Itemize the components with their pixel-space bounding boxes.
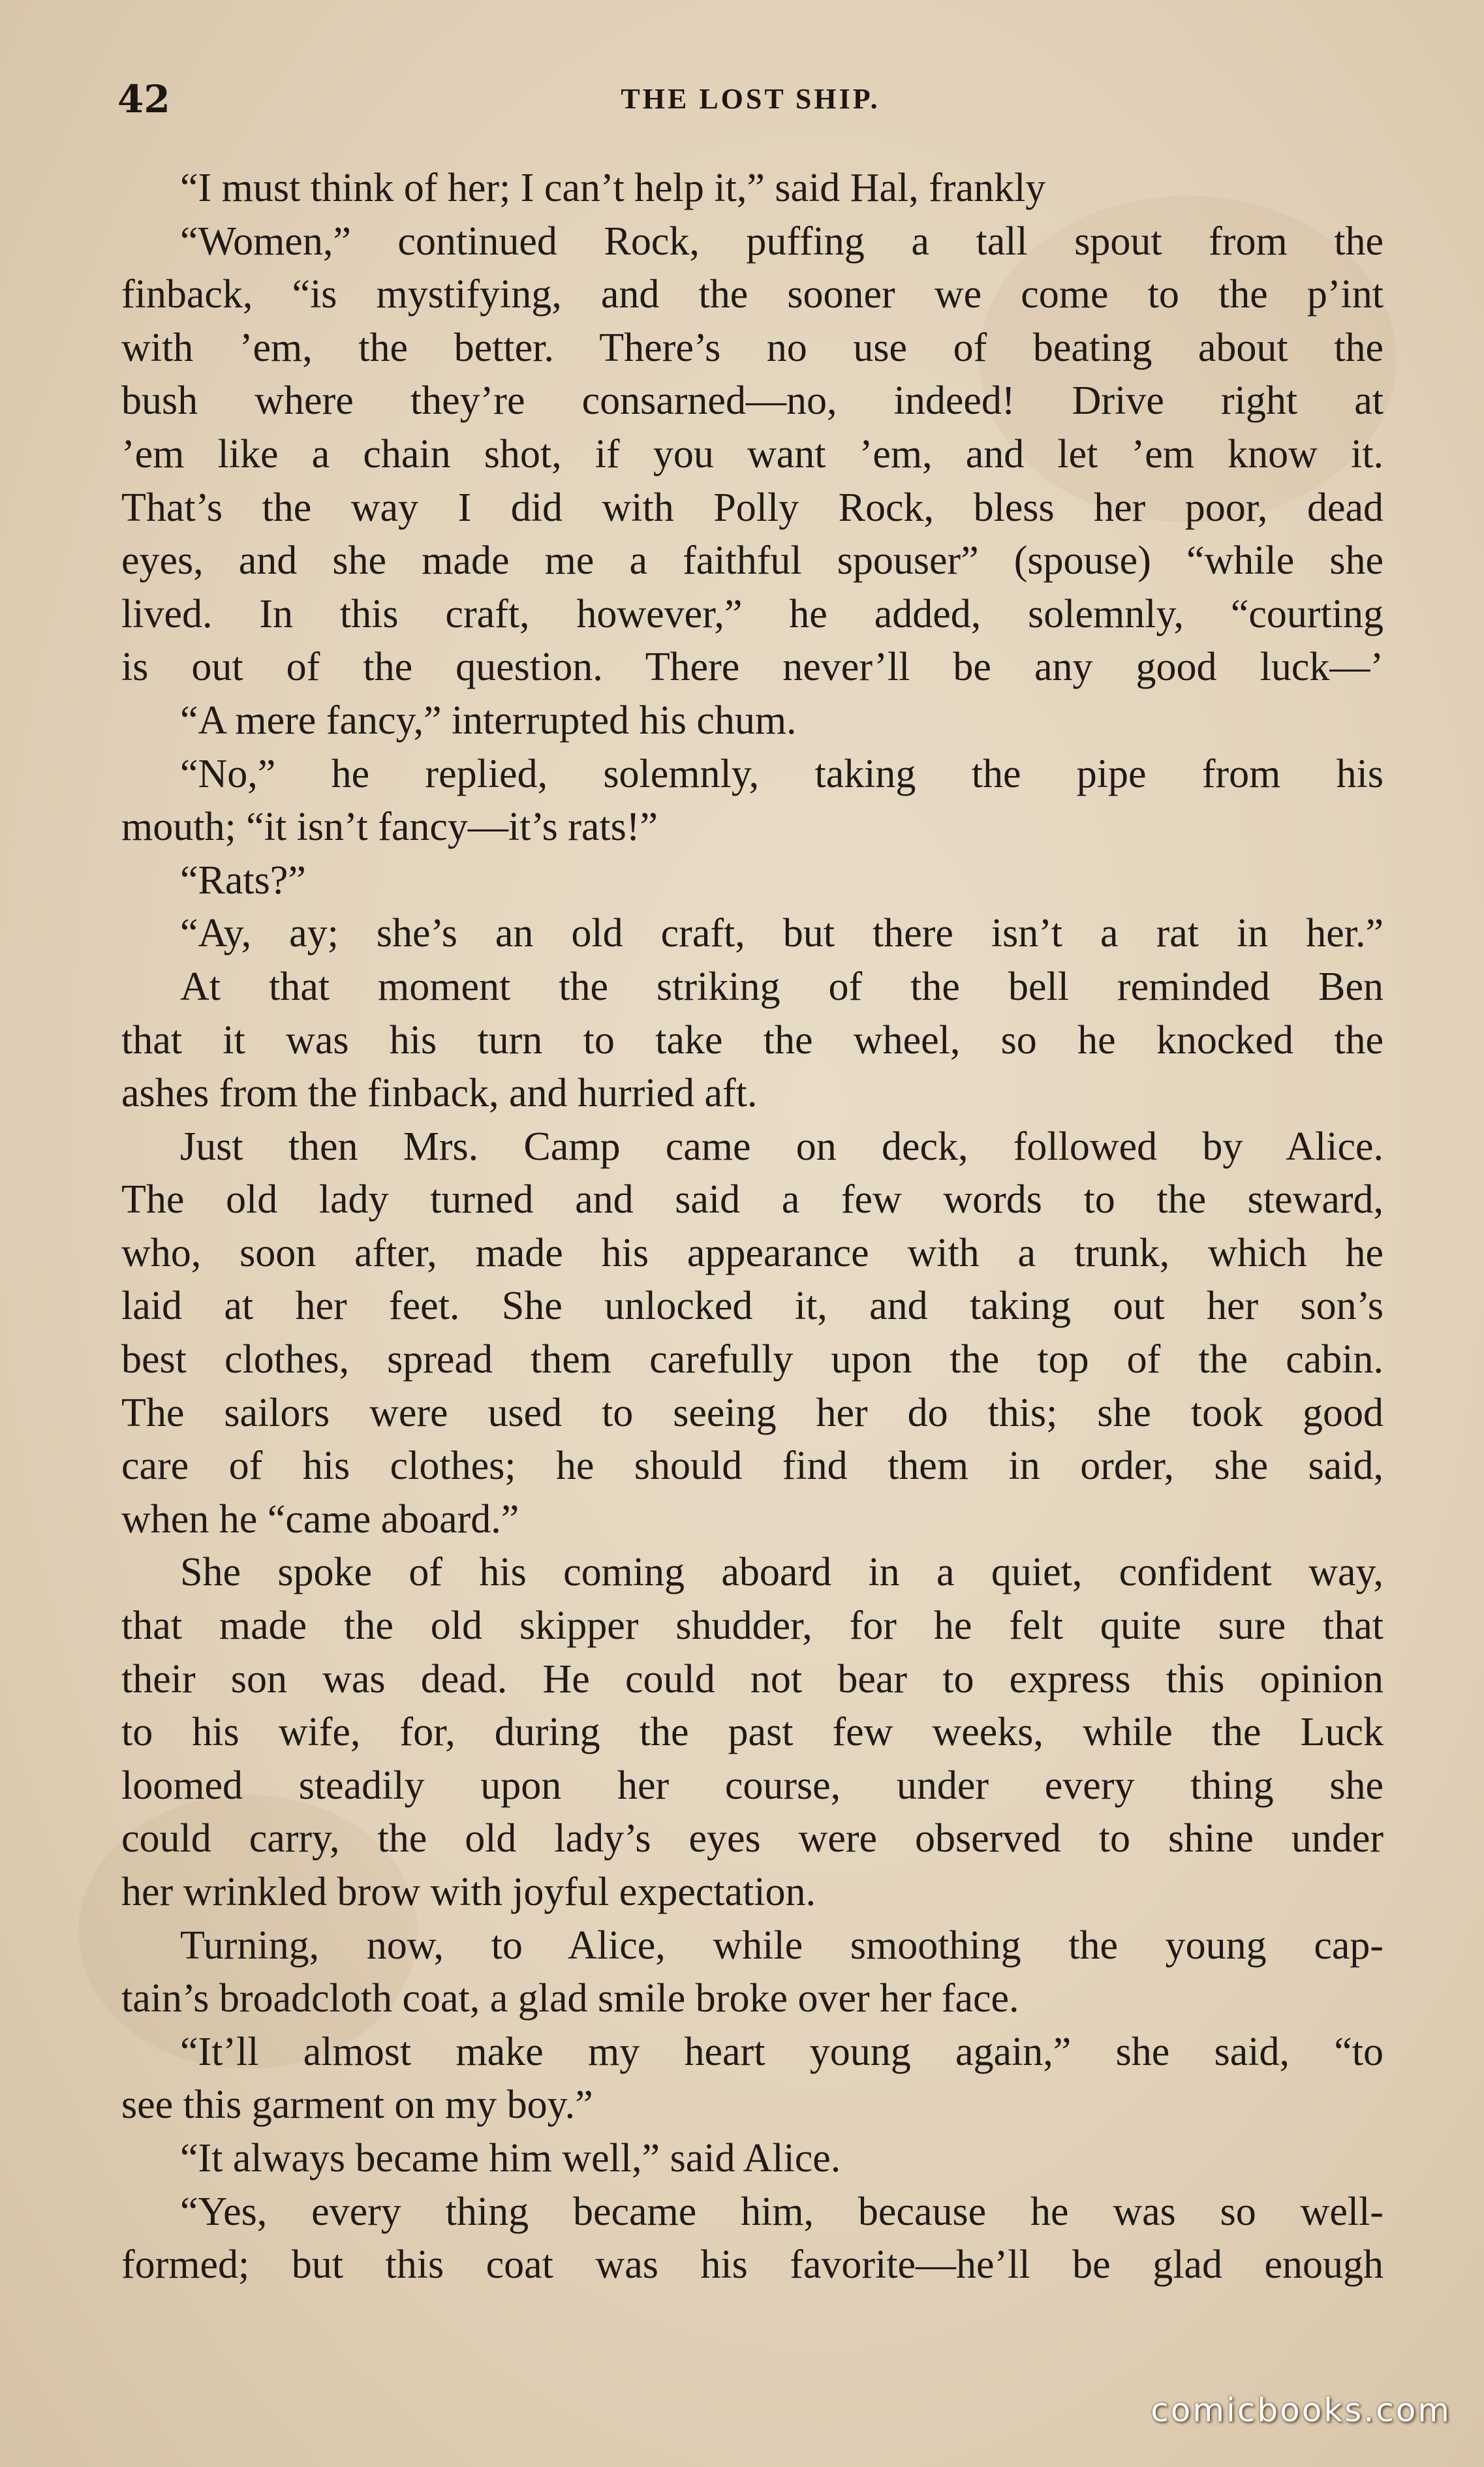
text-line: when he “came aboard.” xyxy=(121,1497,519,1542)
text-line: that it was his turn to take the wheel, so he knocked the xyxy=(121,1017,1384,1063)
text-line: lived. In this craft, however,” he added, solemnly, “courting xyxy=(121,591,1384,636)
text-line: ashes from the finback, and hurried aft. xyxy=(121,1071,758,1116)
text-line: “Ay, ay; she’s an old craft, but there isn’t a rat in her.” xyxy=(180,911,1384,956)
text-line: Turning, now, to Alice, while smoothing the young cap- xyxy=(180,1923,1384,1968)
text-line: formed; but this coat was his favorite—he’ll be glad enough xyxy=(121,2242,1384,2288)
text-line: “It always became him well,” said Alice. xyxy=(180,2135,841,2180)
text-line: The sailors were used to seeing her do this; she took good xyxy=(121,1390,1384,1435)
body-text xyxy=(121,162,1384,2292)
text-line: At that moment the striking of the bell reminded Ben xyxy=(180,964,1384,1009)
text-line: bush where they’re consarned—no, indeed! Drive right at xyxy=(121,379,1384,424)
page-number: 42 xyxy=(117,77,170,121)
text-line: loomed steadily upon her course, under every thing she xyxy=(121,1763,1384,1808)
text-line: finback, “is mystifying, and the sooner we come to the p’int xyxy=(121,272,1384,317)
text-line: care of his clothes; he should find them in order, she said, xyxy=(121,1444,1384,1489)
text-line: best clothes, spread them carefully upon the top of the cabin. xyxy=(121,1337,1384,1382)
text-line: could carry, the old lady’s eyes were observed to shine under xyxy=(121,1816,1384,1861)
text-line: eyes, and she made me a faithful spouser” (spouse) “while she xyxy=(121,538,1384,583)
running-title: THE LOST SHIP. xyxy=(621,83,880,115)
text-line: “A mere fancy,” interrupted his chum. xyxy=(180,698,797,743)
text-line: laid at her feet. She unlocked it, and taking out her son’s xyxy=(121,1284,1384,1329)
text-line: is out of the question. There never’ll be any good luck—’ xyxy=(121,645,1384,690)
text-line: The old lady turned and said a few words to the steward, xyxy=(121,1177,1384,1222)
text-line: see this garment on my boy.” xyxy=(121,2083,593,2128)
text-line: “I must think of her; I can’t help it,” said Hal, frankly xyxy=(180,166,1046,210)
text-line: That’s the way I did with Polly Rock, bless her poor, dead xyxy=(121,485,1384,530)
text-line: who, soon after, made his appearance with a trunk, which he xyxy=(121,1230,1384,1275)
text-line: “Yes, every thing became him, because he was so well- xyxy=(180,2189,1384,2234)
text-line: “It’ll almost make my heart young again,” she said, “to xyxy=(180,2029,1384,2074)
text-line: that made the old skipper shudder, for he felt quite sure that xyxy=(121,1604,1384,1649)
text-line: to his wife, for, during the past few weeks, while the Luck xyxy=(121,1710,1384,1755)
watermark: comicbooks.com xyxy=(1151,2391,1451,2429)
text-line: ’em like a chain shot, if you want ’em, and let ’em know it. xyxy=(121,431,1384,476)
text-line: “No,” he replied, solemnly, taking the pipe from his xyxy=(180,751,1384,796)
text-line: with ’em, the better. There’s no use of beating about the xyxy=(121,325,1384,370)
text-line: tain’s broadcloth coat, a glad smile broke over her face. xyxy=(121,1976,1019,2021)
text-line: “Women,” continued Rock, puffing a tall spout from the xyxy=(180,219,1384,264)
text-line: Just then Mrs. Camp came on deck, followed by Alice. xyxy=(180,1124,1384,1169)
text-line: her wrinkled brow with joyful expectation. xyxy=(121,1870,816,1914)
text-line: She spoke of his coming aboard in a quiet, confident way, xyxy=(180,1550,1384,1595)
page-header xyxy=(117,77,1384,129)
text-line: “Rats?” xyxy=(180,858,306,903)
text-line: their son was dead. He could not bear to express this opinion xyxy=(121,1656,1384,1701)
text-line: mouth; “it isn’t fancy—it’s rats!” xyxy=(121,805,658,850)
